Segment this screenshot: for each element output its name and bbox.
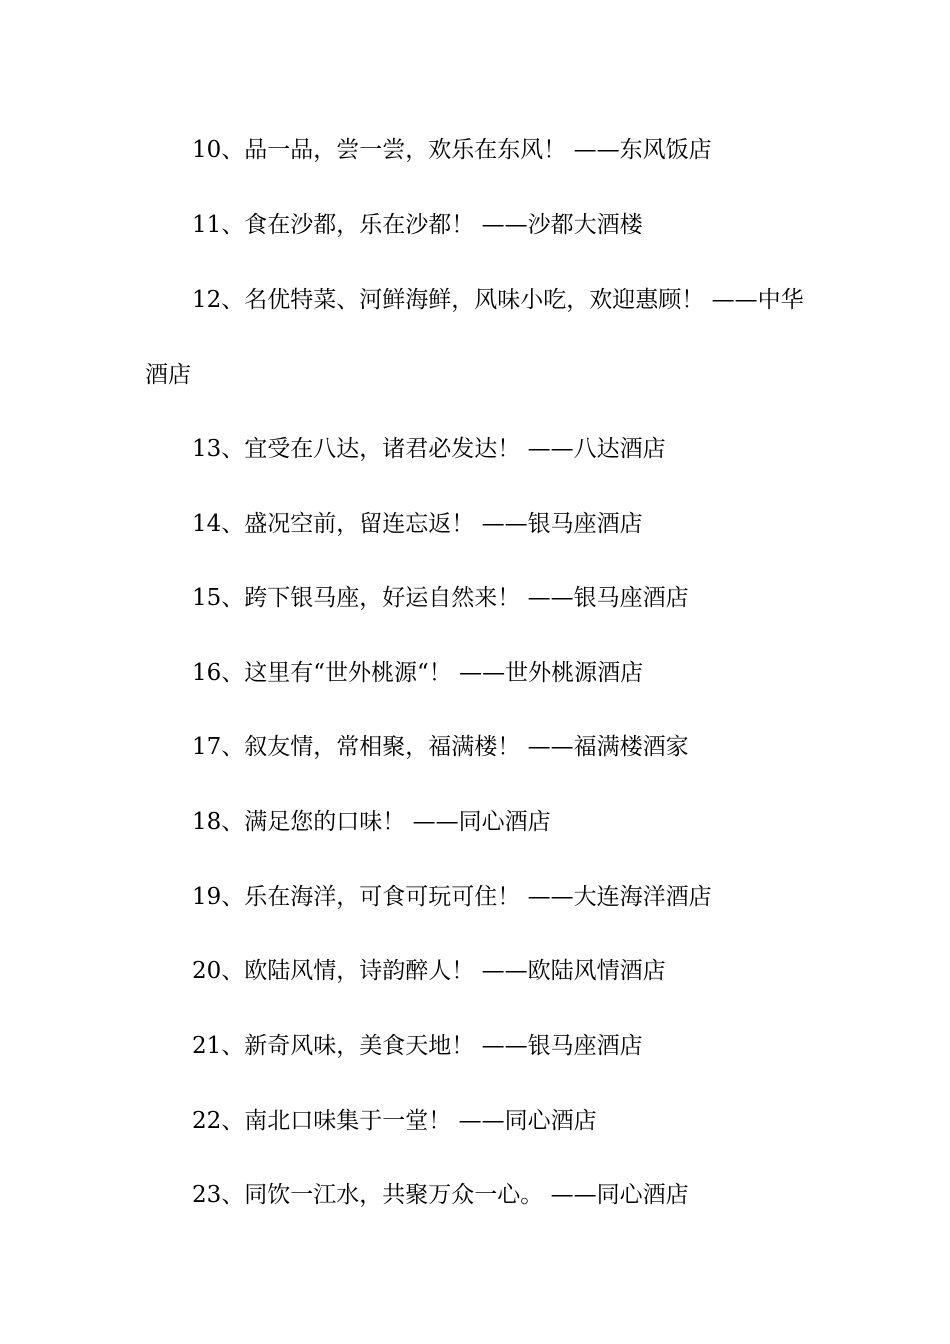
paragraph-12: 12、名优特菜、河鲜海鲜，风味小吃，欢迎惠顾！ ——中华酒店	[145, 287, 804, 388]
paragraph-10: 10、品一品，尝一尝，欢乐在东风！ ——东风饭店	[192, 137, 712, 163]
paragraph-19: 19、乐在海洋，可食可玩可住！ ——大连海洋酒店	[192, 884, 712, 910]
paragraph-17: 17、叙友情，常相聚，福满楼！ ——福满楼酒家	[192, 734, 689, 760]
paragraph-14: 14、盛况空前，留连忘返！ ——银马座酒店	[192, 511, 643, 537]
paragraph-13: 13、宜受在八达，诸君必发达！ ——八达酒店	[192, 436, 666, 462]
paragraph-22: 22、南北口味集于一堂！ ——同心酒店	[192, 1108, 597, 1134]
paragraph-16: 16、这里有“世外桃源“！ ——世外桃源酒店	[192, 660, 644, 686]
paragraph-11: 11、食在沙都，乐在沙都！ ——沙都大酒楼	[192, 212, 643, 238]
paragraph-18: 18、满足您的口味！ ——同心酒店	[192, 809, 551, 835]
paragraph-23: 23、同饮一江水，共聚万众一心。 ——同心酒店	[192, 1182, 689, 1208]
paragraph-20: 20、欧陆风情，诗韵醉人！ ——欧陆风情酒店	[192, 958, 666, 984]
paragraph-21: 21、新奇风味，美食天地！ ——银马座酒店	[192, 1033, 643, 1059]
paragraph-15: 15、跨下银马座，好运自然来！ ——银马座酒店	[192, 585, 689, 611]
